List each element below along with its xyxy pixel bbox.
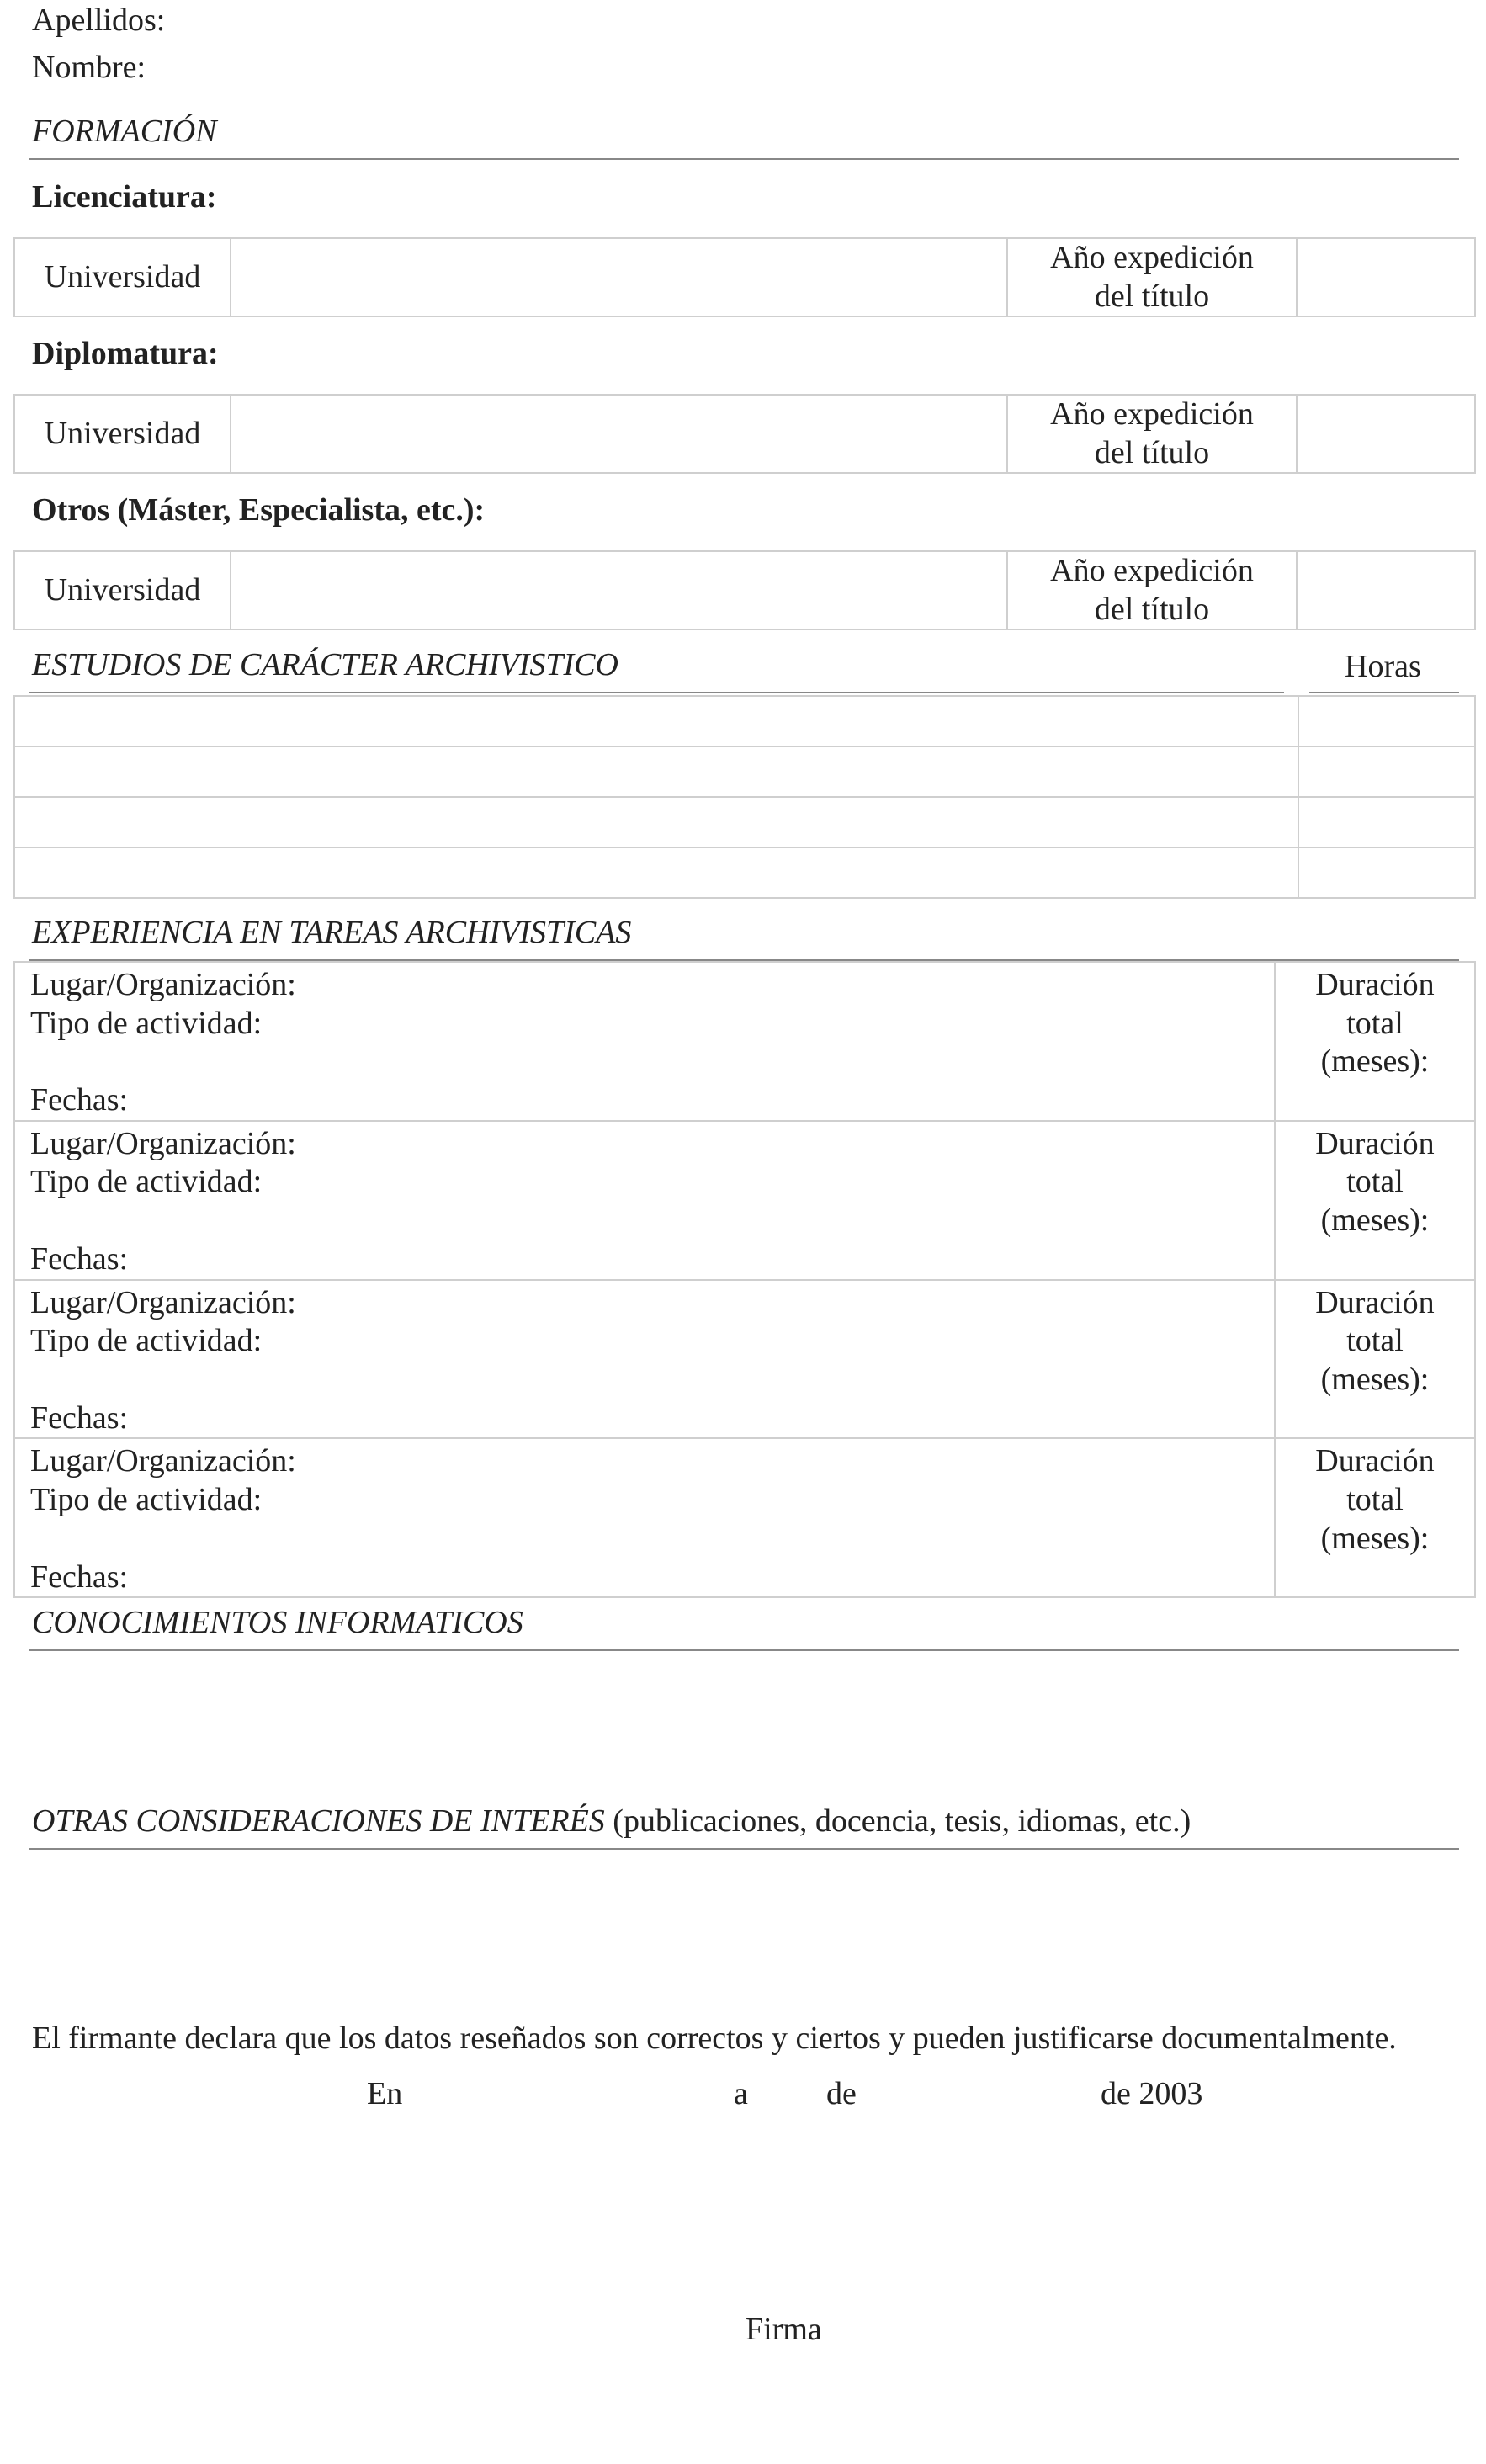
otros-table bbox=[13, 550, 1476, 630]
licenciatura-heading: Licenciatura: bbox=[32, 179, 217, 215]
diplomatura-university-field[interactable] bbox=[231, 395, 1007, 473]
lugar-label: Lugar/Organización: bbox=[30, 1125, 296, 1161]
horas-label: Horas bbox=[1345, 649, 1421, 684]
place-prefix: En bbox=[367, 2076, 403, 2111]
estudio-hours-field[interactable] bbox=[1298, 847, 1475, 898]
tipo-label: Tipo de actividad: bbox=[30, 1481, 263, 1517]
lugar-label: Lugar/Organización: bbox=[30, 1284, 296, 1320]
experiencia-entry[interactable] bbox=[14, 1280, 1275, 1439]
formacion-rule bbox=[29, 158, 1459, 160]
estudio-hours-field[interactable] bbox=[1298, 746, 1475, 797]
otras-subtitle: (publicaciones, docencia, tesis, idiomas, etc.) bbox=[613, 1803, 1191, 1839]
estudio-field[interactable] bbox=[14, 746, 1298, 797]
formacion-title: FORMACIÓN bbox=[32, 114, 217, 149]
estudio-field[interactable] bbox=[14, 847, 1298, 898]
otras-heading bbox=[32, 1803, 1191, 1841]
otras-rule bbox=[29, 1848, 1459, 1850]
estudios-rule bbox=[29, 692, 1284, 693]
duracion-cell[interactable]: Duración total (meses): bbox=[1275, 1280, 1475, 1439]
year-text: de 2003 bbox=[1101, 2076, 1203, 2111]
estudios-title: ESTUDIOS DE CARÁCTER ARCHIVISTICO bbox=[32, 647, 618, 682]
fechas-label: Fechas: bbox=[30, 1399, 129, 1436]
diplomatura-heading: Diplomatura: bbox=[32, 336, 219, 371]
experiencia-title: EXPERIENCIA EN TAREAS ARCHIVISTICAS bbox=[32, 915, 632, 950]
estudio-hours-field[interactable] bbox=[1298, 797, 1475, 847]
experiencia-entry[interactable] bbox=[14, 1438, 1275, 1597]
otros-year-field[interactable] bbox=[1297, 551, 1475, 629]
conocimientos-rule bbox=[29, 1649, 1459, 1651]
tipo-label: Tipo de actividad: bbox=[30, 1164, 263, 1200]
diplomatura-university-label: Universidad bbox=[14, 395, 231, 473]
lugar-label: Lugar/Organización: bbox=[30, 1443, 296, 1479]
diplomatura-table bbox=[13, 394, 1476, 474]
nombre-label: Nombre: bbox=[32, 50, 146, 85]
estudio-hours-field[interactable] bbox=[1298, 696, 1475, 746]
otras-title: OTRAS CONSIDERACIONES DE INTERÉS bbox=[32, 1803, 605, 1839]
declaration-text: El firmante declara que los datos reseñados son correctos y ciertos y pueden justificarse documentalmente. bbox=[32, 2021, 1397, 2056]
otros-university-label: Universidad bbox=[14, 551, 231, 629]
conocimientos-title: CONOCIMIENTOS INFORMATICOS bbox=[32, 1605, 523, 1640]
diplomatura-year-field[interactable] bbox=[1297, 395, 1475, 473]
day-prefix: a bbox=[734, 2076, 748, 2111]
apellidos-label: Apellidos: bbox=[32, 3, 166, 38]
signature-label: Firma bbox=[746, 2312, 822, 2347]
estudios-table bbox=[13, 695, 1476, 899]
fechas-label: Fechas: bbox=[30, 1082, 129, 1118]
duracion-cell[interactable]: Duración total (meses): bbox=[1275, 1121, 1475, 1280]
otros-year-label: Año expedición del título bbox=[1007, 551, 1297, 629]
fechas-label: Fechas: bbox=[30, 1559, 129, 1595]
horas-rule bbox=[1309, 692, 1459, 693]
experiencia-table bbox=[13, 961, 1476, 1598]
duracion-cell[interactable]: Duración total (meses): bbox=[1275, 962, 1475, 1121]
lugar-label: Lugar/Organización: bbox=[30, 967, 296, 1002]
experiencia-entry[interactable] bbox=[14, 962, 1275, 1121]
estudio-field[interactable] bbox=[14, 797, 1298, 847]
experiencia-entry[interactable] bbox=[14, 1121, 1275, 1280]
tipo-label: Tipo de actividad: bbox=[30, 1005, 263, 1041]
tipo-label: Tipo de actividad: bbox=[30, 1323, 263, 1359]
duracion-cell[interactable]: Duración total (meses): bbox=[1275, 1438, 1475, 1597]
otros-heading: Otros (Máster, Especialista, etc.): bbox=[32, 492, 486, 528]
otros-university-field[interactable] bbox=[231, 551, 1007, 629]
fechas-label: Fechas: bbox=[30, 1240, 129, 1277]
licenciatura-university-field[interactable] bbox=[231, 238, 1007, 316]
licenciatura-year-field[interactable] bbox=[1297, 238, 1475, 316]
month-prefix: de bbox=[826, 2076, 857, 2111]
licenciatura-table bbox=[13, 237, 1476, 317]
licenciatura-year-label: Año expedición del título bbox=[1007, 238, 1297, 316]
estudio-field[interactable] bbox=[14, 696, 1298, 746]
diplomatura-year-label: Año expedición del título bbox=[1007, 395, 1297, 473]
licenciatura-university-label: Universidad bbox=[14, 238, 231, 316]
